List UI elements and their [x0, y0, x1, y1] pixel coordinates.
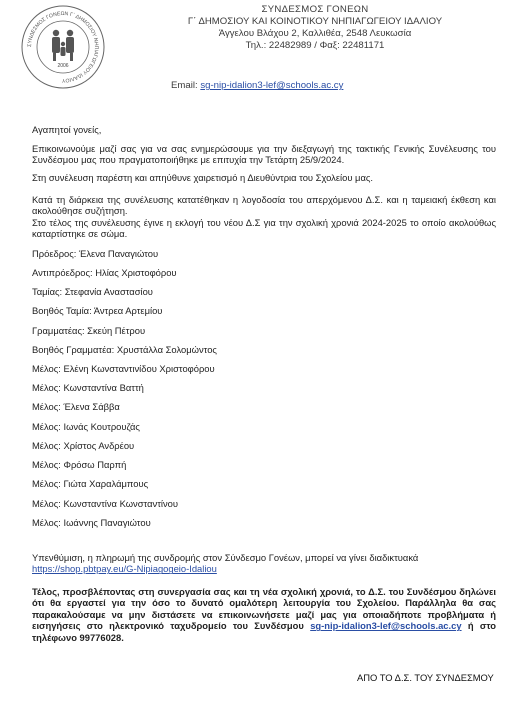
list-item: Μέλος: Κωνσταντίνα Κωνσταντίνου — [32, 498, 179, 509]
school-name: Γ΄ ΔΗΜΟΣΙΟΥ ΚΑΙ ΚΟΙΝΟΤΙΚΟΥ ΝΗΠΙΑΓΩΓΕΙΟΥ ΙΔΑΛΙΟΥ — [187, 16, 443, 27]
closing-paragraph — [32, 586, 496, 643]
header-email-link[interactable]: sg-nip-idalion3-lef@schools.ac.cy — [200, 80, 344, 91]
reminder-text: Υπενθύμιση, η πληρωμή της συνδρομής στον Σύνδεσμο Γονέων, μπορεί να γίνει διαδικτυακά — [32, 552, 419, 563]
list-item: Μέλος: Γιώτα Χαραλάμπους — [32, 478, 149, 489]
list-item: Μέλος: Ελένη Κωνσταντινίδου Χριστοφόρου — [32, 363, 215, 374]
closing-email-link[interactable]: sg-nip-idalion3-lef@schools.ac.cy — [310, 620, 462, 632]
list-item: Βοηθός Ταμία: Άντρεα Αρτεμίου — [32, 305, 163, 316]
list-item: Ταμίας: Στεφανία Αναστασίου — [32, 286, 153, 297]
closing-phone-text: ή στο τηλέφωνο 99776028. — [32, 620, 496, 643]
list-item: Μέλος: Χρίστος Ανδρέου — [32, 440, 135, 451]
list-item: Μέλος: Ιωνάς Κουτρουζάς — [32, 421, 140, 432]
reminder-paragraph — [32, 552, 496, 575]
address: Άγγελου Βλάχου 2, Καλλιθέα, 2548 Λευκωσία — [218, 28, 412, 39]
intro-paragraph: Επικοινωνούμε μαζί σας για να σας ενημερώσουμε για την διεξαγωγή της τακτικής Γενικής Συνέλευσης του Συνδέσμου μας που πραγματοποιήθηκε με επιτυχία την Τετάρτη 25/9/2024. — [32, 143, 496, 166]
list-item: Βοηθός Γραμματέα: Χρυστάλλα Σολομώντος — [32, 344, 217, 355]
header-email-line — [171, 80, 343, 92]
list-item: Αντιπρόεδρος: Ηλίας Χριστοφόρου — [32, 267, 177, 278]
closing-text: Τέλος, προσβλέποντας στη συνεργασία σας και τη νέα σχολική χρονιά, το Δ.Σ. του Συνδέσμου δηλώνει ότι θα εργαστεί για την όσο το δυνατό ομαλότερη λειτουργία του Σχολείου. Παράλληλα θα σας παρακαλούσαμε να μην διστάσετε να επικοινωνήσετε μαζί μας για οποιαδήποτε προβλήματα ή εισηγήσεις στο ηλεκτρονικό ταχυδρομείο του Συνδέσμου — [32, 586, 496, 632]
report-paragraph-2: Στο τέλος της συνέλευσης έγινε η εκλογή του νέου Δ.Σ για την σχολική χρονιά 2024-2025 το οποίο ακολούθως καταρτίστηκε σε σώμα. — [32, 217, 496, 240]
report-paragraph-1: Κατά τη διάρκεια της συνέλευσης κατατέθηκαν η λογοδοσία του απερχόμενου Δ.Σ. και η ταμειακή έκθεση και ακολούθησε συζήτηση. — [32, 194, 496, 217]
signature: ΑΠΟ ΤΟ Δ.Σ. ΤΟΥ ΣΥΝΔΕΣΜΟΥ — [357, 672, 494, 683]
list-item: Μέλος: Φρόσω Παρπή — [32, 459, 127, 470]
payment-link[interactable]: https://shop.pbtpay.eu/G-Nipiagogeio-Idaliou — [32, 563, 217, 575]
seal-year: 2006 — [57, 63, 69, 69]
list-item: Μέλος: Έλενα Σάββα — [32, 401, 120, 412]
email-label: Email: — [171, 80, 198, 91]
seal-ring-text: ΣΥΝΔΕΣΜΟΣ ΓΟΝΕΩΝ Γ΄ ΔΗΜΟΣΙΟΥ ΝΗΠΙΑΓΩΓΕΙΟΥ ΙΔΑΛΙΟΥ — [26, 10, 100, 84]
greeting: Αγαπητοί γονείς, — [32, 124, 102, 135]
director-paragraph: Στη συνέλευση παρέστη και απηύθυνε χαιρετισμό η Διευθύντρια του Σχολείου μας. — [32, 172, 373, 183]
list-item: Μέλος: Ιωάννης Παναγιώτου — [32, 517, 151, 528]
association-seal-logo — [20, 4, 106, 90]
list-item: Γραμματέας: Σκεύη Πέτρου — [32, 325, 146, 336]
list-item: Πρόεδρος: Έλενα Παναγιώτου — [32, 248, 159, 259]
list-item: Μέλος: Κωνσταντίνα Βαττή — [32, 382, 144, 393]
org-name: ΣΥΝΔΕΣΜΟΣ ΓΟΝΕΩΝ — [261, 4, 369, 15]
phone-fax: Τηλ.: 22482989 / Φαξ: 22481171 — [245, 40, 385, 51]
